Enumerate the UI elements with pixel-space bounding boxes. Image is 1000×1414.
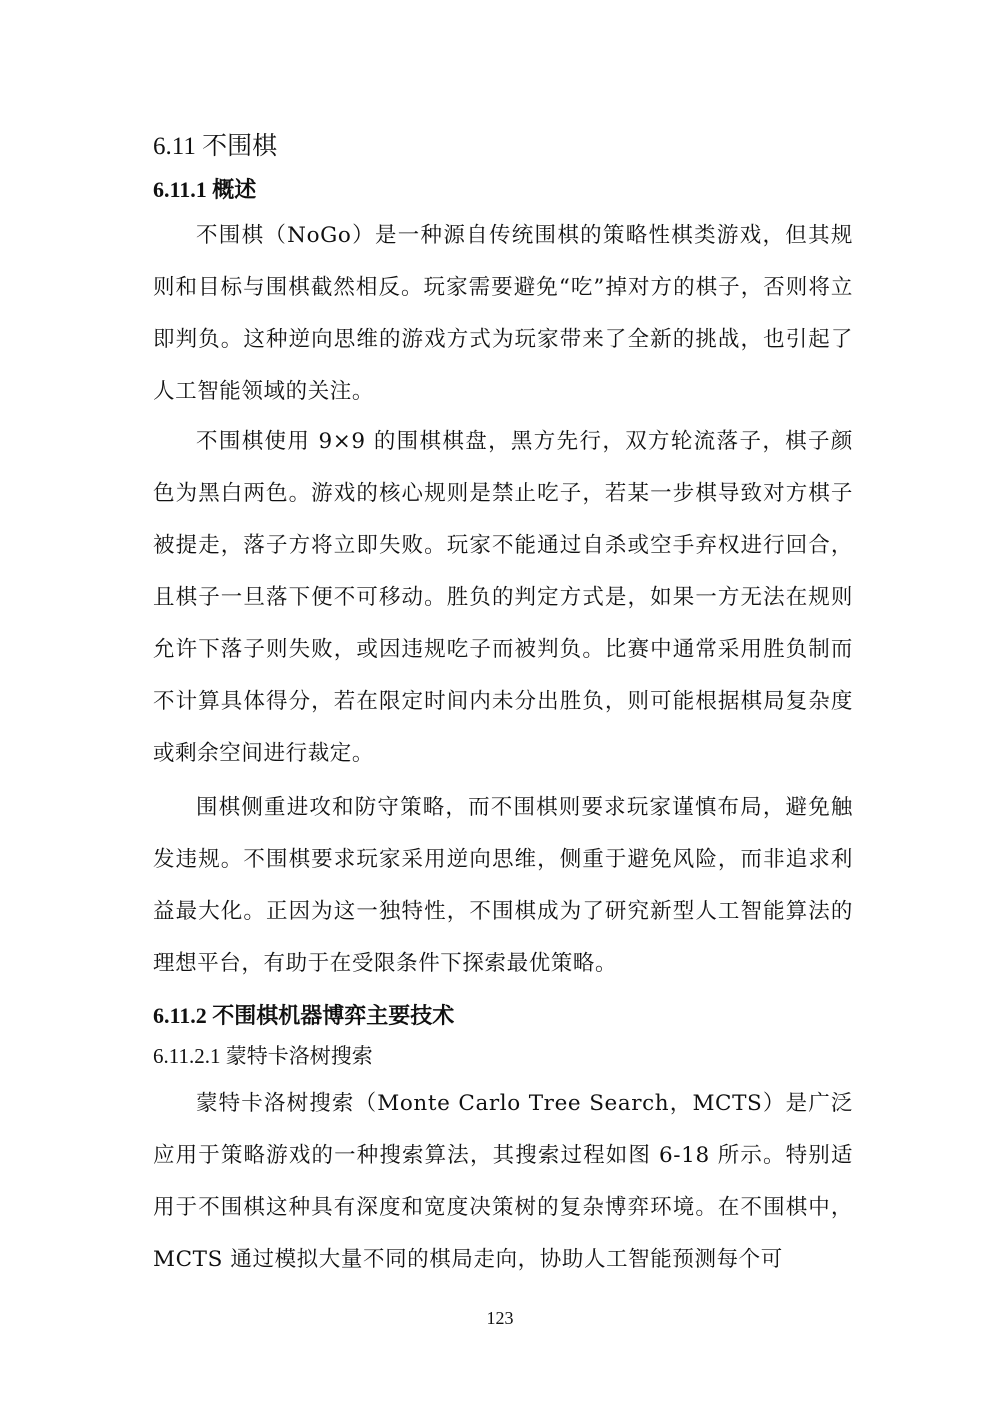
page-number: 123 (486, 1308, 514, 1328)
techniques-heading: 6.11.2 不围棋机器博弈主要技术 (153, 1003, 455, 1028)
overview-paragraph-2: 不围棋使用 9×9 的围棋棋盘，黑方先行，双方轮流落子，棋子颜色为黑白两色。游戏的核心规则是禁止吃子，若某一步棋导致对方棋子被提走，落子方将立即失败。玩家不能通过自杀或空手弃权进行回合，且棋子一旦落下便不可移动。胜负的判定方式是，如果一方无法在规则允许下落子则失败，或因违规吃子而被判负。比赛中通常采用胜负制而不计算具体得分，若在限定时间内未分出胜负，则可能根据棋局复杂度或剩余空间进行裁定。 (153, 429, 853, 766)
section-title: 6.11 不围棋 (153, 133, 278, 160)
mcts-paragraph: 蒙特卡洛树搜索（Monte Carlo Tree Search，MCTS）是广泛应用于策略游戏的一种搜索算法，其搜索过程如图 6-18 所示。特别适用于不围棋这种具有深度和宽度决策树的复杂博弈环境。在不围棋中，MCTS 通过模拟大量不同的棋局走向，协助人工智能预测每个可 (153, 1091, 853, 1272)
mcts-subheading: 6.11.2.1 蒙特卡洛树搜索 (153, 1044, 373, 1068)
overview-paragraph-1: 不围棋（NoGo）是一种源自传统围棋的策略性棋类游戏，但其规则和目标与围棋截然相反。玩家需要避免“吃”掉对方的棋子，否则将立即判负。这种逆向思维的游戏方式为玩家带来了全新的挑战，也引起了人工智能领域的关注。 (153, 223, 853, 404)
overview-heading: 6.11.1 概述 (153, 177, 257, 202)
overview-paragraph-3: 围棋侧重进攻和防守策略，而不围棋则要求玩家谨慎布局，避免触发违规。不围棋要求玩家采用逆向思维，侧重于避免风险，而非追求利益最大化。正因为这一独特性，不围棋成为了研究新型人工智能算法的理想平台，有助于在受限条件下探索最优策略。 (153, 795, 853, 976)
